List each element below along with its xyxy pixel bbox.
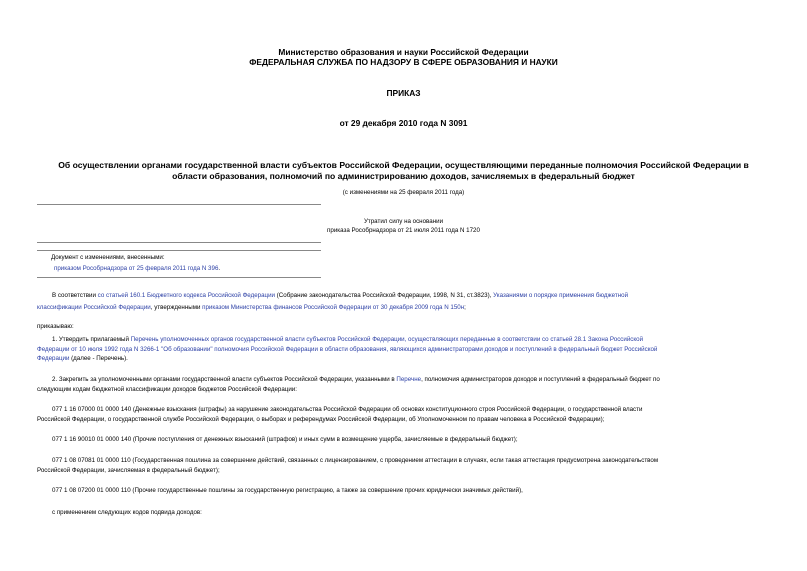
preamble-line2: классификации Российской Федерации, утвержденными приказом Министерства финансов Российской Федерации от 30 декабря 2009 года N 150н;: [37, 304, 466, 311]
document-title-line1: Об осуществлении органами государственной власти субъектов Российской Федерации, осуществляющими переданные полномочия Российской Федерации в: [58, 160, 749, 170]
code-entry-1-line1: 077 1 16 07000 01 0000 140 (Денежные взыскания (штрафы) за нарушение законодательства Российской Федерации об основах конституционного строя Российской Федерации, о государственной власти: [52, 406, 643, 413]
changes-label: Документ с изменениями, внесенными:: [51, 254, 165, 261]
code-entry-3-line2: Российской Федерации, зачисляемая в федеральный бюджет);: [37, 467, 220, 474]
lost-force-line1: Утратил силу на основании: [363, 218, 444, 225]
perechen-link-line2[interactable]: Федерации от 10 июля 1992 года N 3266-1 "Об образовании" полномочия Российской Федерации в области образования, являющихся администраторами доходов и поступлений в федеральный бюджет Российской: [37, 346, 658, 353]
divider: [37, 277, 321, 278]
budget-code-link[interactable]: со статьей 160.1 Бюджетного кодекса Российской Федерации: [97, 292, 275, 299]
code-entry-2: 077 1 16 90010 01 0000 140 (Прочие поступления от денежных взысканий (штрафов) и иных сумм в возмещение ущерба, зачисляемые в федеральный бюджет);: [52, 436, 518, 443]
order-word: приказываю:: [37, 323, 74, 330]
perechen-link-line3[interactable]: Федерации: [37, 355, 70, 362]
amendment-order-link[interactable]: приказом Рособрнадзора от 25 февраля 2011 года N 396: [54, 265, 219, 272]
code-entry-1-line2: Российской Федерации, о государственной службе Российской Федерации, о выборах и референдумах Российской Федерации, об Уполномоченном по правам человека в Российской Федерации);: [37, 416, 605, 423]
item1-line3: Федерации (далее - Перечень).: [37, 355, 128, 362]
ministry-name: Министерство образования и науки Российской Федерации: [278, 47, 529, 57]
code-entry-4: 077 1 08 07200 01 0000 110 (Прочие государственные пошлины за государственную регистрацию, а также за совершение прочих юридически значимых действий),: [52, 487, 523, 494]
budget-classification-link[interactable]: Указаниями о порядке применения бюджетной: [493, 292, 629, 299]
item1-line1: 1. Утвердить прилагаемый Перечень уполномоченных органов государственной власти субъектов Российской Федерации, осуществляющих переданные в соответствии со статьей 28.1 Закона Российской: [52, 336, 644, 343]
code-entry-3-line1: 077 1 08 07081 01 0000 110 (Государственная пошлина за совершение действий, связанных с лицензированием, с проведением аттестации в случаях, если такая аттестация предусмотрена законодательством: [52, 457, 659, 464]
service-name: ФЕДЕРАЛЬНАЯ СЛУЖБА ПО НАДЗОРУ В СФЕРЕ ОБРАЗОВАНИЯ И НАУКИ: [249, 57, 558, 67]
changes-entry: приказом Рособрнадзора от 25 февраля 2011 года N 396.: [54, 265, 221, 272]
document-title-line2: области образования, полномочий по администрированию доходов, зачисляемых в федеральный бюджет: [172, 171, 635, 181]
budget-classification-link-cont[interactable]: классификации Российской Федерации: [37, 304, 151, 311]
item2-line1: 2. Закрепить за уполномоченными органами государственной власти субъектов Российской Федерации, указанными в Перечне, полномочия администраторов доходов и поступлений в федеральный бюджет по: [52, 376, 660, 383]
perechen-link[interactable]: Перечень уполномоченных органов государственной власти субъектов Российской Федерации, осуществляющих переданные в соответствии со статьей 28.1 Закона Российской: [130, 336, 644, 343]
minfin-order-link[interactable]: приказом Министерства финансов Российской Федерации от 30 декабря 2009 года N 150н: [202, 304, 465, 311]
perechne-link[interactable]: Перечне: [396, 376, 422, 383]
document-date-number: от 29 декабря 2010 года N 3091: [339, 118, 468, 128]
divider: [37, 250, 321, 251]
item2-line2: следующим кодам бюджетной классификации доходов бюджетов Российской Федерации:: [37, 386, 297, 393]
divider: [37, 204, 321, 205]
amended-note: (с изменениями на 25 февраля 2011 года): [342, 189, 465, 196]
preamble-line1: В соответствии со статьей 160.1 Бюджетного кодекса Российской Федерации (Собрание законодательства Российской Федерации, 1998, N 31, ст.3823), Указаниями о порядке применения бюджетной: [52, 292, 629, 299]
lost-force-line2: приказа Рособрнадзора от 21 июля 2011 года N 1720: [327, 227, 480, 234]
subcodes-intro: с применением следующих кодов подвида доходов:: [52, 509, 202, 516]
divider: [37, 242, 321, 243]
document-type: ПРИКАЗ: [386, 88, 421, 98]
